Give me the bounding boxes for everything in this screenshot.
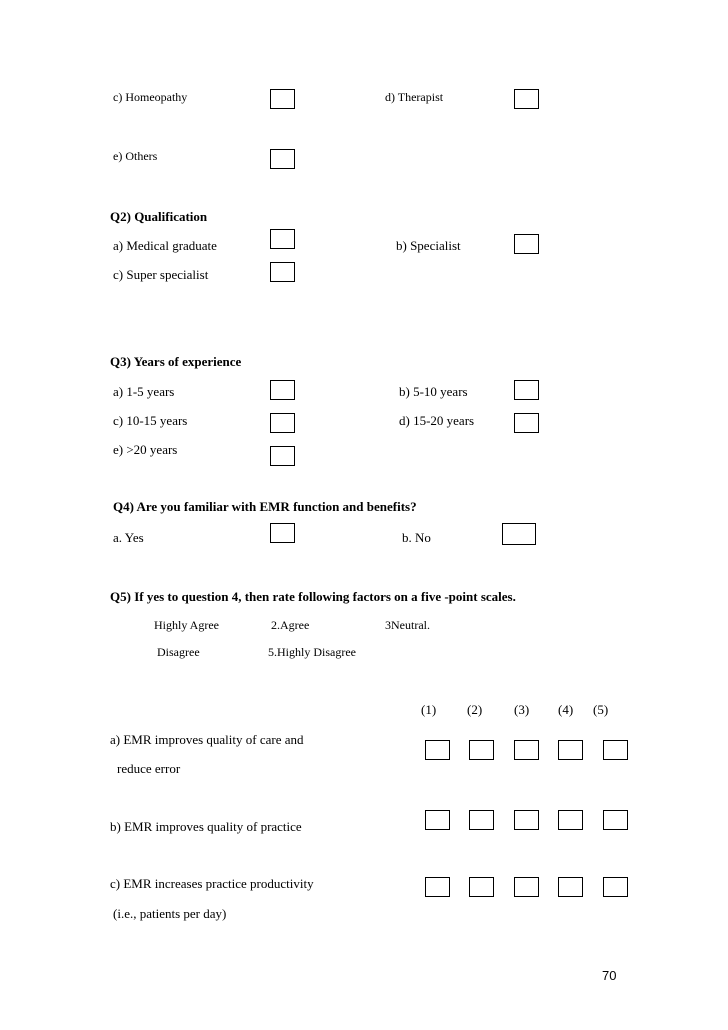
q5-item-a-line1: a) EMR improves quality of care and (110, 732, 304, 747)
q1-option-e-label: e) Others (113, 149, 158, 163)
q5-item-b-rating-5[interactable] (603, 810, 628, 830)
q1-option-d-label: d) Therapist (385, 90, 444, 104)
q1-option-c-checkbox[interactable] (270, 89, 295, 109)
q3-heading: Q3) Years of experience (110, 354, 242, 369)
q2-option-c-label: c) Super specialist (113, 267, 209, 282)
page-number: 70 (602, 968, 617, 983)
q2-heading: Q2) Qualification (110, 209, 208, 224)
q5-item-c-rating-4[interactable] (558, 877, 583, 897)
q5-item-b-rating-2[interactable] (469, 810, 494, 830)
q2-option-c-checkbox[interactable] (270, 262, 295, 282)
q5-item-a-rating-3[interactable] (514, 740, 539, 760)
q3-option-b-label: b) 5-10 years (399, 384, 468, 399)
q1-option-c-label: c) Homeopathy (113, 90, 188, 104)
column-header-1: (1) (421, 702, 437, 717)
q3-option-a-label: a) 1-5 years (113, 384, 175, 399)
q5-item-a-rating-1[interactable] (425, 740, 450, 760)
q5-item-b-rating-1[interactable] (425, 810, 450, 830)
q4-option-no-label: b. No (402, 530, 431, 545)
q3-option-e-checkbox[interactable] (270, 446, 295, 466)
q5-item-b-line1: b) EMR improves quality of practice (110, 819, 302, 834)
q3-option-a-checkbox[interactable] (270, 380, 295, 400)
q5-heading: Q5) If yes to question 4, then rate following factors on a five -point scales. (110, 589, 516, 604)
q4-heading: Q4) Are you familiar with EMR function and benefits? (113, 499, 417, 514)
scale-highly-agree: Highly Agree (154, 618, 219, 632)
q3-option-d-label: d) 15-20 years (399, 413, 475, 428)
scale-neutral: 3Neutral. (385, 618, 430, 632)
q1-option-d-checkbox[interactable] (514, 89, 539, 109)
q3-option-b-checkbox[interactable] (514, 380, 539, 400)
q5-item-c-rating-5[interactable] (603, 877, 628, 897)
q3-option-c-checkbox[interactable] (270, 413, 295, 433)
q5-item-a-rating-5[interactable] (603, 740, 628, 760)
q5-item-a-rating-2[interactable] (469, 740, 494, 760)
column-header-3: (3) (514, 702, 530, 717)
q4-option-yes-label: a. Yes (113, 530, 144, 545)
q5-item-b-rating-3[interactable] (514, 810, 539, 830)
q5-item-c-rating-2[interactable] (469, 877, 494, 897)
q2-option-b-label: b) Specialist (396, 238, 461, 253)
q5-item-c-line1: c) EMR increases practice productivity (110, 876, 314, 891)
q5-item-a-rating-4[interactable] (558, 740, 583, 760)
column-header-5: (5) (593, 702, 609, 717)
scale-agree: 2.Agree (271, 618, 310, 632)
scale-disagree: Disagree (157, 645, 200, 659)
q5-item-c-line2: (i.e., patients per day) (113, 906, 227, 921)
q3-option-c-label: c) 10-15 years (113, 413, 188, 428)
q4-option-no-checkbox[interactable] (502, 523, 536, 545)
column-header-2: (2) (467, 702, 483, 717)
scale-highly-disagree: 5.Highly Disagree (268, 645, 356, 659)
q5-item-c-rating-3[interactable] (514, 877, 539, 897)
q2-option-a-checkbox[interactable] (270, 229, 295, 249)
q5-item-c-rating-1[interactable] (425, 877, 450, 897)
q5-item-b-rating-4[interactable] (558, 810, 583, 830)
q2-option-a-label: a) Medical graduate (113, 238, 217, 253)
q5-item-a-line2: reduce error (117, 761, 181, 776)
q1-option-e-checkbox[interactable] (270, 149, 295, 169)
q3-option-d-checkbox[interactable] (514, 413, 539, 433)
q3-option-e-label: e) >20 years (113, 442, 178, 457)
column-header-4: (4) (558, 702, 574, 717)
q2-option-b-checkbox[interactable] (514, 234, 539, 254)
q4-option-yes-checkbox[interactable] (270, 523, 295, 543)
